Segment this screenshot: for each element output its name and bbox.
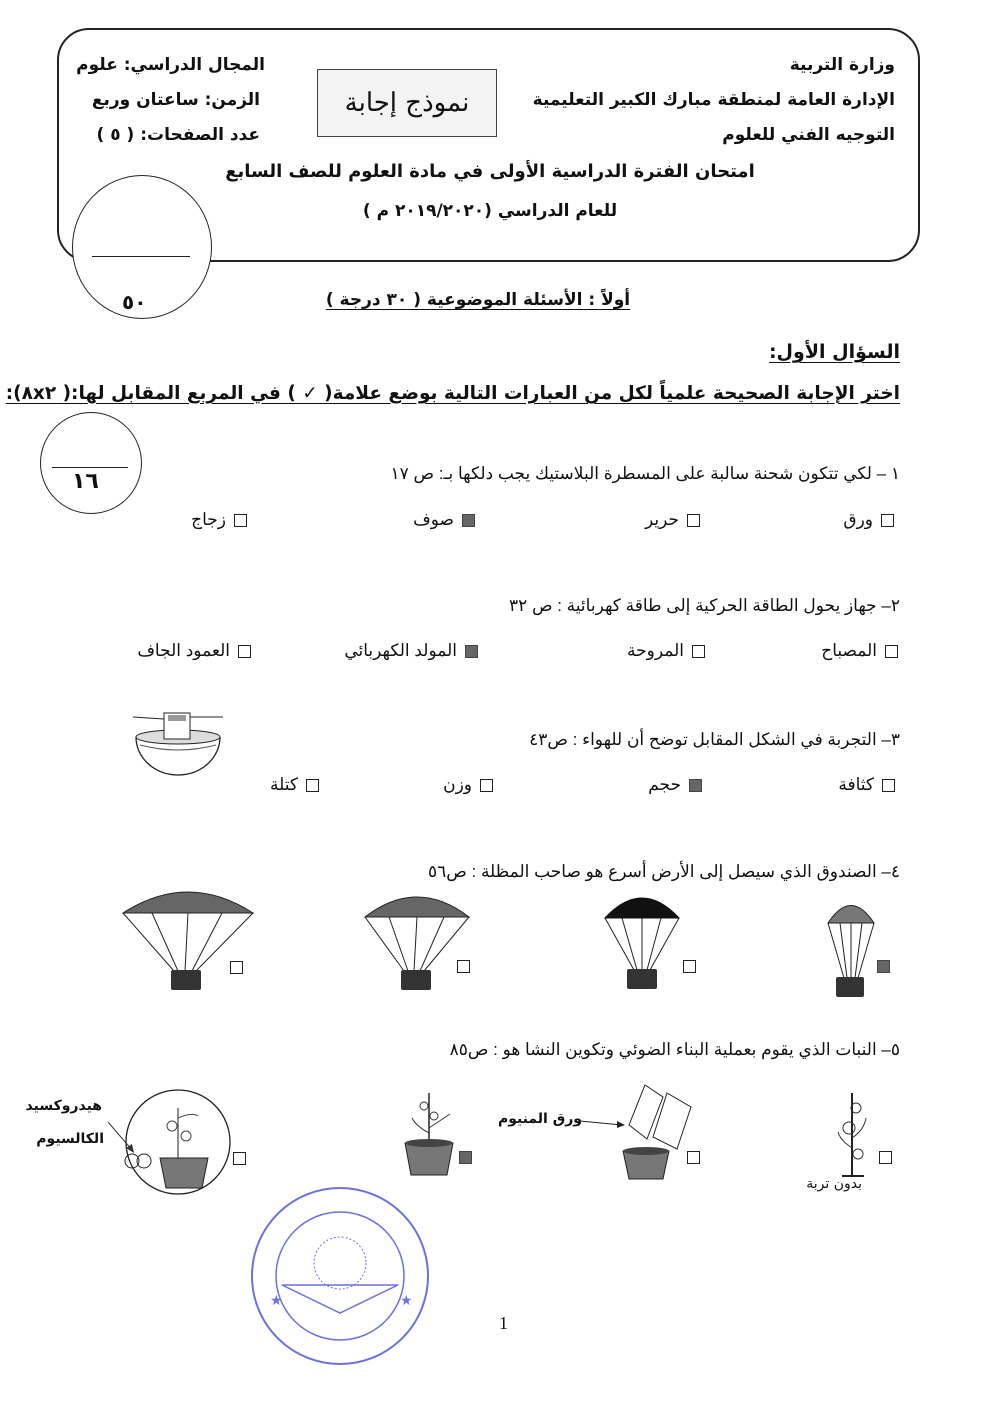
item-3-option-2[interactable]: حجم (648, 775, 702, 795)
score-divider (92, 256, 190, 257)
checkbox[interactable] (230, 961, 243, 974)
answer-key-label: نموذج إجابة (317, 69, 497, 137)
checkbox[interactable] (238, 645, 251, 658)
parachute-large-icon (364, 887, 470, 991)
item-5-option-1[interactable] (879, 1149, 892, 1168)
checkbox[interactable] (480, 779, 493, 792)
parachute-small-icon (826, 893, 876, 998)
checkbox[interactable] (879, 1151, 892, 1164)
item-5-option-3[interactable] (459, 1149, 472, 1168)
item-4-option-3[interactable] (457, 958, 470, 977)
checkbox[interactable] (457, 960, 470, 973)
arrow-icon (580, 1118, 625, 1128)
air-volume-experiment-illustration (128, 705, 228, 777)
question-instruction: اختر الإجابة الصحيحة علمياً لكل من العبارات التالية بوضع علامة( ✓ ) في المربع المقابل لها:( ٨x٢): (5, 383, 900, 404)
official-stamp (248, 1185, 432, 1367)
question-title: السؤال الأول: (768, 341, 900, 363)
checkbox[interactable] (692, 645, 705, 658)
item-3-option-4[interactable]: كتلة (270, 775, 319, 795)
aluminum-foil-label: ورق المنيوم (497, 1111, 582, 1127)
item-2-option-3[interactable]: المولد الكهربائي (344, 641, 478, 661)
item-4-option-2[interactable] (683, 958, 696, 977)
section-title: أولاً : الأسئلة الموضوعية ( ٣٠ درجة ) (325, 290, 631, 310)
academic-year: للعام الدراسي (٢٠١٩/٢٠٢٠ م ) (362, 201, 618, 221)
checkbox[interactable] (877, 960, 890, 973)
item-1-text: ١ – لكي تتكون شحنة سالبة على المسطرة البلاستيك يجب دلكها بـ: ص ١٧ (390, 464, 900, 483)
checkbox[interactable] (306, 779, 319, 792)
checkbox[interactable] (233, 1152, 246, 1165)
item-1-option-3[interactable]: صوف (413, 510, 475, 530)
checkbox[interactable] (881, 514, 894, 527)
item-1-option-2[interactable]: حرير (645, 510, 700, 530)
total-score: ٥٠ (122, 290, 147, 314)
item-3-option-1[interactable]: كثافة (838, 775, 895, 795)
checkbox[interactable] (459, 1151, 472, 1164)
score-divider (52, 467, 128, 468)
svg-text:★: ★ (270, 1293, 283, 1309)
item-1-option-4[interactable]: زجاج (191, 510, 247, 530)
plant-with-aluminum-foil-icon (615, 1083, 695, 1181)
item-5-text: ٥– النبات الذي يقوم بعملية البناء الضوئي وتكوين النشا هو : ص٨٥ (449, 1040, 900, 1059)
item-5-option-2[interactable] (687, 1149, 700, 1168)
checkbox[interactable] (687, 514, 700, 527)
exam-time: الزمن: ساعتان وربع (91, 90, 260, 110)
checkbox[interactable] (683, 960, 696, 973)
item-1-option-1[interactable]: ورق (843, 510, 894, 530)
directorate: الإدارة العامة لمنطقة مبارك الكبير التعليمية (532, 90, 895, 110)
item-4-option-1[interactable] (877, 958, 890, 977)
parachute-medium-black-icon (604, 888, 680, 990)
checkbox[interactable] (885, 645, 898, 658)
item-2-option-4[interactable]: العمود الجاف (137, 641, 251, 661)
question-score-circle (40, 412, 142, 514)
item-3-text: ٣– التجربة في الشكل المقابل توضح أن للهواء : ص٤٣ (529, 730, 900, 749)
plant-without-soil-icon (832, 1088, 872, 1178)
checkbox[interactable] (689, 779, 702, 792)
checkbox[interactable] (462, 514, 475, 527)
potted-plant-icon (402, 1088, 456, 1178)
exam-title: امتحان الفترة الدراسية الأولى في مادة العلوم للصف السابع (225, 161, 755, 182)
subject: المجال الدراسي: علوم (76, 55, 265, 75)
no-soil-label: بدون تربة (806, 1176, 862, 1192)
checkbox[interactable] (687, 1151, 700, 1164)
item-5-option-4[interactable] (233, 1150, 246, 1169)
supervision: التوجيه الفني للعلوم (722, 125, 895, 145)
page-count: عدد الصفحات: ( ٥ ) (96, 125, 260, 145)
item-3-option-3[interactable]: وزن (443, 775, 493, 795)
item-2-option-1[interactable]: المصباح (821, 641, 898, 661)
ministry: وزارة التربية (789, 55, 895, 75)
item-4-option-4[interactable] (230, 959, 243, 978)
checkbox[interactable] (234, 514, 247, 527)
item-4-text: ٤– الصندوق الذي سيصل إلى الأرض أسرع هو صاحب المظلة : ص٥٦ (427, 862, 900, 881)
page-number: 1 (499, 1313, 508, 1333)
svg-text:★: ★ (400, 1293, 413, 1309)
checkbox[interactable] (465, 645, 478, 658)
calcium-label: الكالسيوم (36, 1131, 104, 1147)
plant-in-jar-with-calcium-hydroxide-icon (108, 1088, 236, 1196)
hydroxide-label: هيدروكسيد (25, 1098, 102, 1114)
item-2-text: ٢– جهاز يحول الطاقة الحركية إلى طاقة كهربائية : ص ٣٢ (508, 596, 900, 615)
item-2-option-2[interactable]: المروحة (627, 641, 705, 661)
checkbox[interactable] (882, 779, 895, 792)
question-score: ١٦ (72, 469, 99, 494)
